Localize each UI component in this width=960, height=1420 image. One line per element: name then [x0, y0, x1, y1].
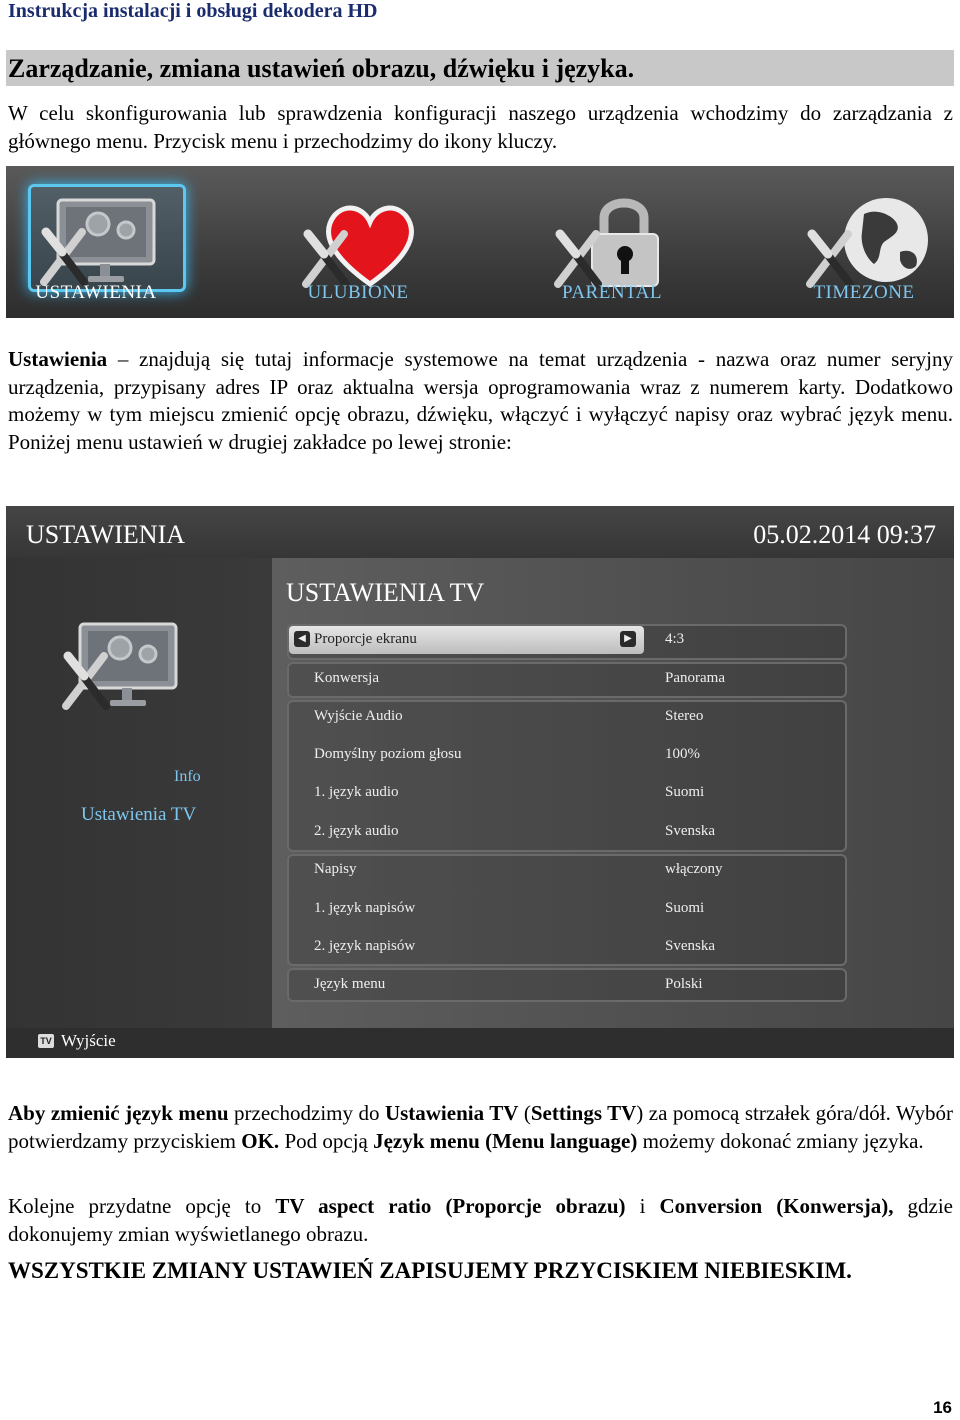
- heart-icon: [298, 192, 428, 292]
- screen-datetime: 05.02.2014 09:37: [753, 520, 936, 549]
- row-label: Konwersja: [314, 670, 379, 686]
- row-value: włączony: [665, 861, 723, 877]
- globe-icon: [804, 192, 934, 292]
- aspect-paragraph: [8, 1193, 953, 1248]
- section-title: Zarządzanie, zmiana ustawień obrazu, dźwięku i języka.: [6, 50, 954, 86]
- row-value: Polski: [665, 976, 703, 992]
- tv-button-icon: TV: [38, 1034, 54, 1048]
- settings-monitor-icon: [36, 192, 166, 292]
- bold-text: Aby zmienić język menu: [8, 1101, 229, 1125]
- bold-text: OK.: [241, 1128, 280, 1153]
- row-value: Stereo: [665, 708, 704, 724]
- settings-row: [287, 893, 847, 927]
- settings-row: [287, 969, 847, 1003]
- settings-tv-screenshot: [6, 506, 954, 1058]
- settings-row: [287, 777, 847, 811]
- row-value: Svenska: [665, 823, 715, 839]
- side-menu-info: Info: [174, 768, 201, 785]
- screen-bottom-bar: [6, 1028, 954, 1058]
- row-value: 4:3: [665, 631, 685, 647]
- row-label: 1. język napisów: [314, 900, 416, 916]
- settings-lead: Ustawienia: [8, 347, 108, 371]
- text: i: [625, 1194, 660, 1218]
- settings-monitor-icon: [58, 616, 188, 716]
- settings-row: [287, 663, 847, 697]
- text: przechodzimy do: [228, 1101, 385, 1125]
- settings-row: [287, 854, 847, 888]
- screen-title: USTAWIENIA: [26, 520, 186, 549]
- settings-paragraph: [8, 346, 953, 456]
- row-label: Domyślny poziom głosu: [314, 746, 462, 762]
- row-value: Suomi: [665, 900, 705, 916]
- menu-tile-label: USTAWIENIA: [35, 282, 157, 303]
- menu-tile-ustawienia: [6, 174, 186, 316]
- menu-tile-label: ULUBIONE: [307, 282, 409, 303]
- settings-text: – znajdują się tutaj informacje systemowe na temat urządzenia - nazwa oraz numer seryjny urządzenia, przypisany adres IP oraz aktualna wersja oprogramowania wraz z numerem karty. Dodatkowo możemy w tym miejscu zmienić opcję obrazu, dźwięku, włączyć i wyłączyć napisy oraz wybrać język menu. Poniżej menu ustawień w drugiej zakładce po lewej stronie:: [8, 347, 953, 454]
- text: ) za pomocą strzałek góra/dół. Wybór potwierdzamy przyciskiem: [8, 1101, 953, 1153]
- exit-label: Wyjście: [61, 1031, 116, 1050]
- side-menu-ustawienia-tv: Ustawienia TV: [81, 804, 197, 825]
- text: (: [518, 1101, 531, 1125]
- settings-row: [287, 739, 847, 773]
- row-value: 100%: [665, 746, 700, 762]
- settings-row: [287, 701, 847, 735]
- arrow-left-icon: ◀: [294, 631, 310, 647]
- bold-text: Conversion (Konwersja),: [659, 1194, 894, 1218]
- row-label: 2. język audio: [314, 823, 399, 839]
- menu-tile-parental: [522, 174, 702, 316]
- page-number: 16: [933, 1398, 952, 1417]
- panel-title: USTAWIENIA TV: [286, 578, 485, 607]
- save-note: WSZYSTKIE ZMIANY USTAWIEŃ ZAPISUJEMY PRZYCISKIEM NIEBIESKIM.: [8, 1258, 852, 1283]
- bold-text: Settings TV: [530, 1101, 637, 1125]
- arrow-right-icon: ▶: [620, 631, 636, 647]
- settings-row: [287, 816, 847, 850]
- bold-text: Język menu (Menu language): [373, 1128, 638, 1153]
- bold-text: Ustawienia TV: [384, 1101, 519, 1125]
- settings-row: [287, 624, 847, 658]
- row-label: 2. język napisów: [314, 938, 416, 954]
- row-label: Proporcje ekranu: [314, 631, 417, 647]
- menu-tile-label: TIMEZONE: [813, 282, 915, 303]
- bold-text: TV aspect ratio (Proporcje obrazu): [275, 1194, 626, 1218]
- row-value: Suomi: [665, 784, 705, 800]
- main-menu-screenshot: [6, 166, 954, 318]
- menu-tile-label: PARENTAL: [562, 282, 662, 303]
- language-paragraph: [8, 1100, 953, 1155]
- left-panel: [6, 558, 272, 1028]
- row-label: Napisy: [314, 861, 357, 877]
- padlock-icon: [552, 192, 682, 292]
- row-value: Panorama: [665, 670, 725, 686]
- text: gdzie dokonujemy zmian wyświetlanego obrazu.: [8, 1194, 953, 1246]
- settings-row: [287, 931, 847, 965]
- text: Pod opcją: [279, 1128, 374, 1153]
- row-value: Svenska: [665, 938, 715, 954]
- document-header: Instrukcja instalacji i obsługi dekodera HD: [8, 0, 378, 22]
- menu-tile-timezone: [774, 174, 954, 316]
- text: możemy dokonać zmiany języka.: [637, 1128, 924, 1153]
- row-label: 1. język audio: [314, 784, 399, 800]
- menu-tile-ulubione: [268, 174, 448, 316]
- row-label: Wyjście Audio: [314, 708, 403, 724]
- text: Kolejne przydatne opcję to: [8, 1194, 276, 1218]
- row-label: Język menu: [314, 976, 386, 992]
- intro-paragraph: W celu skonfigurowania lub sprawdzenia konfiguracji naszego urządzenia wchodzimy do zarządzania z głównego menu. Przycisk menu i przechodzimy do ikony kluczy.: [8, 101, 953, 153]
